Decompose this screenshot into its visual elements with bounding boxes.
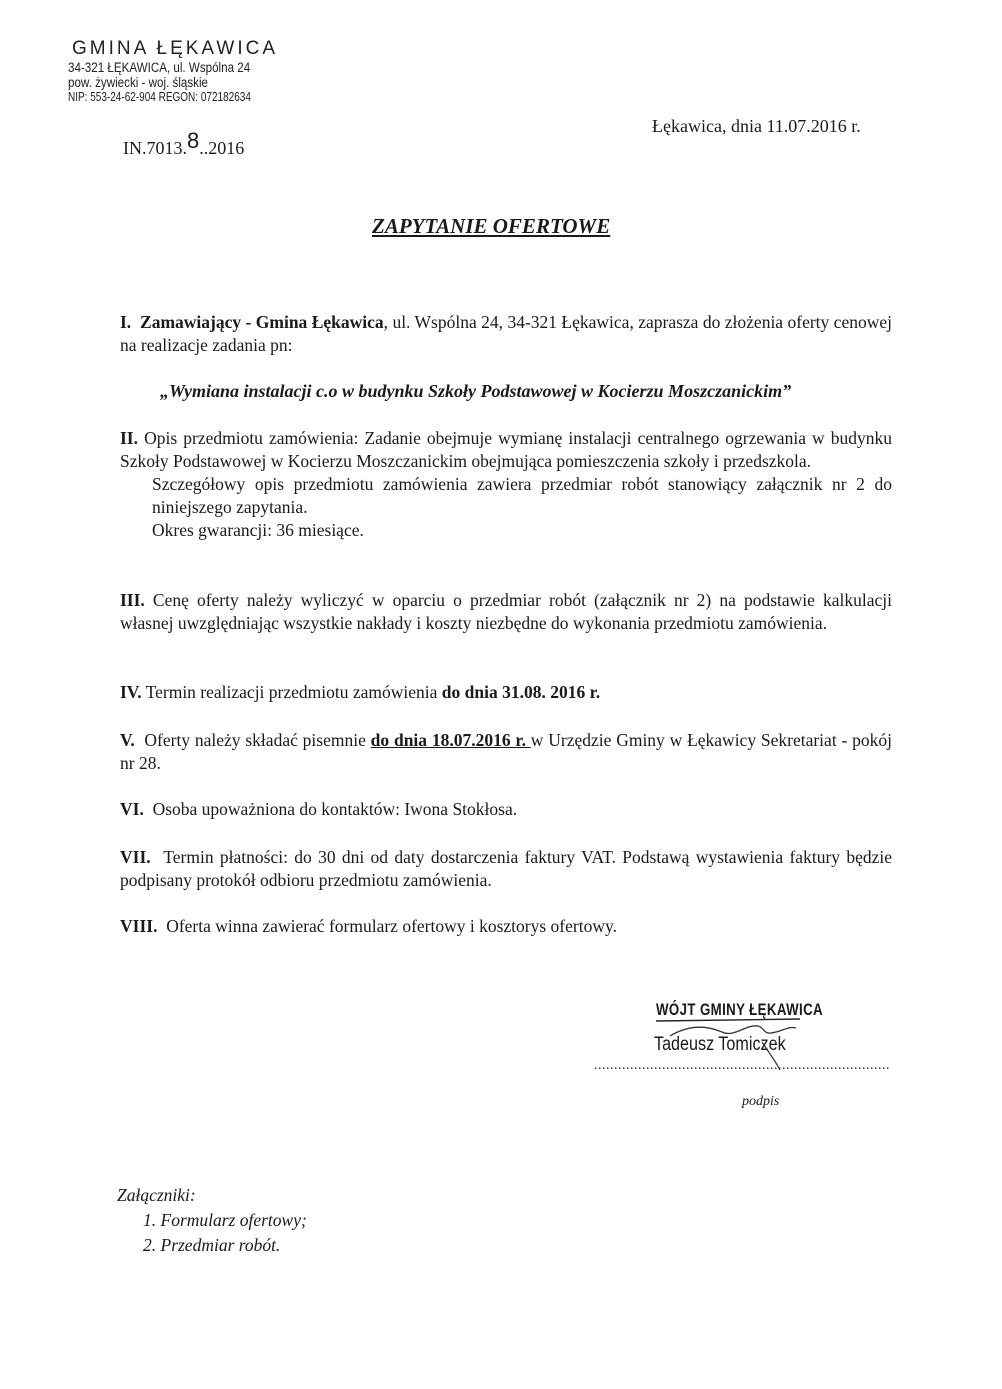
- signatory-name: Tadeusz Tomiczek: [654, 1034, 786, 1055]
- section-number: III.: [120, 590, 145, 610]
- attachments-list: [143, 1208, 307, 1258]
- section-5: V. Oferty należy składać pisemnie do dnia 18.07.2016 r. w Urzędzie Gminy w Łękawicy Sekretariat - pokój nr 28.: [120, 730, 892, 773]
- list-item: 1. Formularz ofertowy;: [143, 1210, 307, 1230]
- signature-block: [590, 1000, 890, 1120]
- stamp-ids: NIP: 553-24-62-904 REGON: 072182634: [68, 90, 251, 104]
- project-name: „Wymiana instalacji c.o w budynku Szkoły Podstawowej w Kocierzu Moszczanickim”: [160, 381, 792, 401]
- signature-label: podpis: [742, 1094, 780, 1109]
- warranty-period: Okres gwarancji: 36 miesiące.: [152, 520, 364, 540]
- section-number: VII.: [120, 847, 151, 867]
- section-number: V.: [120, 730, 135, 750]
- section-number: VI.: [120, 799, 144, 819]
- stamp-district: pow. żywiecki - woj. śląskie: [68, 75, 209, 90]
- completion-deadline: do dnia 31.08. 2016 r.: [441, 682, 601, 702]
- section-3: III. Cenę oferty należy wyliczyć w oparciu o przedmiar robót (załącznik nr 2) na podstawie kalkulacji własnej uwzględniając wszystkie nakłady i koszty niezbędne do wykonania przedmiotu zamówienia.: [120, 590, 892, 633]
- signature-title: WÓJT GMINY ŁĘKAWICA: [656, 1000, 824, 1019]
- section-number: VIII.: [120, 916, 158, 936]
- issuer-stamp: [68, 38, 308, 105]
- reference-number: IN.7013.8..2016: [123, 128, 245, 158]
- place-and-date: Łękawica, dnia 11.07.2016 r.: [652, 116, 861, 136]
- section-number: I.: [120, 312, 132, 332]
- document-title: ZAPYTANIE OFERTOWE: [372, 214, 611, 238]
- section-1: I. Zamawiający - Gmina Łękawica, ul. Wspólna 24, 34-321 Łękawica, zaprasza do złożenia oferty cenowej na realizacje zadania pn:: [120, 312, 892, 355]
- handwritten-number: 8: [187, 128, 200, 153]
- list-item: 2. Przedmiar robót.: [143, 1235, 281, 1255]
- offer-deadline: do dnia 18.07.2016 r.: [370, 730, 531, 750]
- stamp-address: 34-321 ŁĘKAWICA, ul. Wspólna 24: [68, 60, 251, 75]
- section-8: VIII. Oferta winna zawierać formularz ofertowy i kosztorys ofertowy.: [120, 916, 617, 936]
- signature-line: ..........................................................................: [594, 1058, 890, 1073]
- ordering-party: Zamawiający - Gmina Łękawica: [140, 312, 384, 332]
- section-number: IV.: [120, 682, 142, 702]
- section-2-detail: Szczegółowy opis przedmiotu zamówienia zawiera przedmiar robót stanowiący załącznik nr 2 do niniejszego zapytania.: [152, 474, 892, 517]
- stamp-name: GMINA ŁĘKAWICA: [72, 38, 278, 59]
- attachments-title: Załączniki:: [117, 1185, 196, 1205]
- section-4: IV. Termin realizacji przedmiotu zamówienia do dnia 31.08. 2016 r.: [120, 682, 601, 702]
- section-7: VII. Termin płatności: do 30 dni od daty dostarczenia faktury VAT. Podstawą wystawienia faktury będzie podpisany protokół odbioru przedmiotu zamówienia.: [120, 847, 892, 890]
- section-number: II.: [120, 428, 138, 448]
- section-6: VI. Osoba upoważniona do kontaktów: Iwona Stokłosa.: [120, 799, 518, 819]
- section-2: II. Opis przedmiotu zamówienia: Zadanie obejmuje wymianę instalacji centralnego ogrzewania w budynku Szkoły Podstawowej w Kocierzu Moszczanickim obejmująca pomieszczenia szkoły i przedszkola. Szczegółowy opis przedmiotu zamówienia zawiera przedmiar robót stanowiący załącznik nr 2 do niniejszego zapytania. Okres gwarancji: 36 miesiące.: [120, 428, 893, 540]
